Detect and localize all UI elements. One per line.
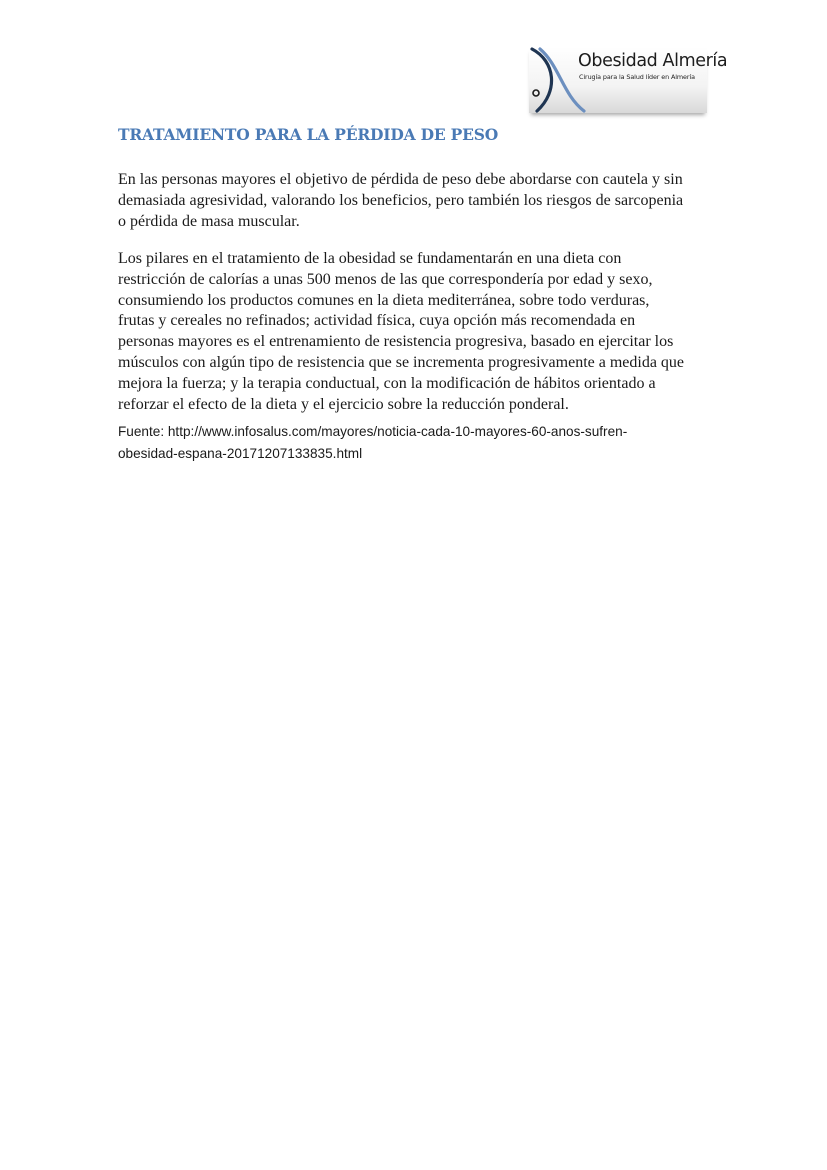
paragraph: [118, 249, 718, 415]
source-line: Fuente: http://www.infosalus.com/mayores/noticia-cada-10-mayores-60-anos-sufren-: [118, 424, 628, 439]
page-title: TRATAMIENTO PARA LA PÉRDIDA DE PESO: [118, 125, 499, 144]
paragraph-line: restricción de calorías a unas 500 menos de las que correspondería por edad y sexo,: [118, 270, 653, 288]
paragraph-line: personas mayores es el entrenamiento de resistencia progresiva, basado en ejercitar los: [118, 333, 674, 351]
paragraph: [118, 170, 718, 232]
paragraph-line: En las personas mayores el objetivo de pérdida de peso debe abordarse con cautela y sin: [118, 171, 683, 188]
source-citation: [118, 421, 627, 465]
logo: [529, 47, 728, 113]
logo-title: Obesidad Almería: [578, 51, 728, 71]
paragraph-line: Los pilares en el tratamiento de la obesidad se fundamentarán en una dieta con: [118, 250, 622, 267]
paragraph-line: demasiada agresividad, valorando los beneficios, pero también los riesgos de sarcopenia: [118, 191, 684, 209]
source-line: obesidad-espana-20171207133835.html: [118, 446, 363, 461]
paragraph-line: frutas y cereales no refinados; actividad física, cuya opción más recomendada en: [118, 312, 636, 330]
logo-subtitle: Cirugía para la Salud líder en Almería: [579, 73, 695, 81]
paragraph-line: o pérdida de masa muscular.: [118, 212, 300, 230]
paragraph-line: músculos con algún tipo de resistencia que se incrementa progresivamente a medida que: [118, 353, 685, 371]
paragraph-line: mejora la fuerza; y la terapia conductual, con la modificación de hábitos orientado a: [118, 374, 656, 392]
paragraph-line: reforzar el efecto de la dieta y el ejercicio sobre la reducción ponderal.: [118, 395, 569, 413]
paragraph-line: consumiendo los productos comunes en la dieta mediterránea, sobre todo verduras,: [118, 291, 650, 309]
